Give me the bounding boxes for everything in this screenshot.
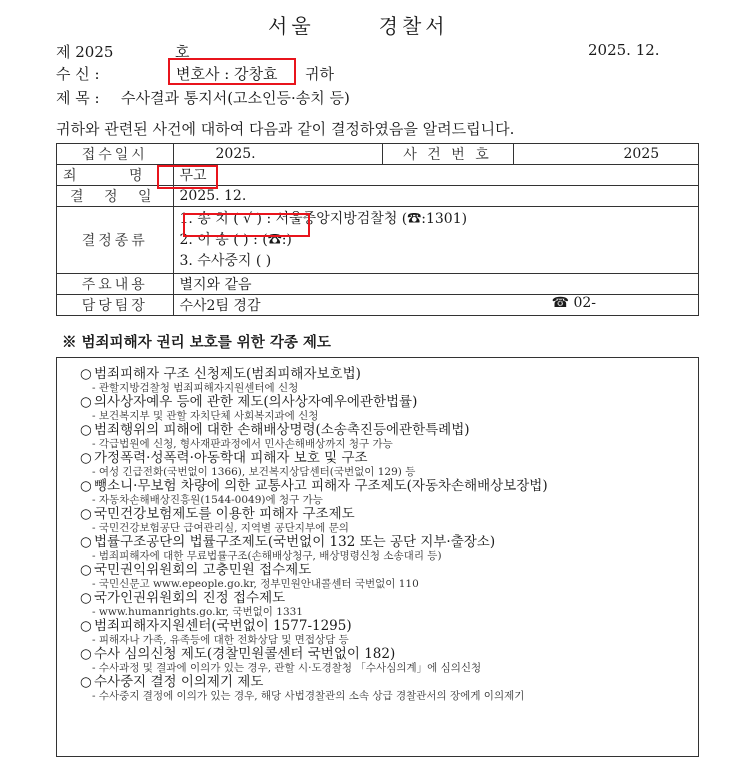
option1-text: 1. 송 치 ( √ ): [179, 210, 263, 227]
list-item-detail: - 수사과정 및 결과에 이의가 있는 경우, 관할 시·도경찰청 「수사심의계」에 심의신청: [92, 662, 482, 674]
list-item-title-text: 국가인권위원회의 진정 접수제도: [94, 590, 286, 606]
list-item-detail: - 국민신문고 www.epeople.go.kr, 정부민원안내콜센터 국번없이 110: [92, 578, 419, 590]
recipient-highlight-box: [168, 58, 296, 85]
table-row: [57, 295, 699, 316]
receipt-date-label: 접수일시: [57, 144, 174, 165]
officer-phone: ☎ 02-: [551, 295, 596, 311]
table-row: [57, 207, 699, 274]
list-item-title: [80, 423, 548, 438]
list-item: [80, 675, 548, 703]
list-item: [80, 647, 548, 675]
list-item-title-text: 범죄행위의 피해에 대한 손해배상명령(소송촉진등에관한특례법): [94, 422, 470, 438]
document-number: [56, 41, 113, 62]
circle-bullet-icon: ○: [80, 450, 92, 466]
office-name-right: 경찰서: [378, 14, 449, 38]
circle-bullet-icon: ○: [80, 366, 92, 382]
list-item-title: [80, 675, 548, 690]
document-number-suffix: 호: [175, 43, 190, 61]
list-item-title: [80, 367, 548, 382]
list-item: [80, 451, 548, 479]
officer-value: 수사2팀 경감: [179, 298, 261, 314]
recipient-suffix: 귀하: [305, 65, 334, 83]
recipient-value: 변호사 : 강창효: [176, 65, 278, 83]
officer-cell: [173, 295, 699, 316]
list-item-detail: - 자동차손해배상진흥원(1544-0049)에 청구 가능: [92, 494, 323, 506]
list-item: [80, 535, 548, 563]
recipient-label: 수 신 :: [56, 65, 100, 83]
circle-bullet-icon: ○: [80, 618, 92, 634]
decision-option-suspension: 3. 수사중지 ( ): [179, 252, 272, 269]
list-item-detail: - 관할지방검찰청 범죄피해자지원센터에 신청: [92, 382, 299, 394]
circle-bullet-icon: ○: [80, 590, 92, 606]
list-item: [80, 591, 548, 619]
list-item-title-text: 의사상자예우 등에 관한 제도(의사상자예우에관한법률): [94, 394, 418, 410]
decision-option-transfer: 2. 이 송 ( ) : (☎:): [179, 231, 292, 248]
list-item-detail: - 피해자나 가족, 유족등에 대한 전화상담 및 면접상담 등: [92, 634, 349, 646]
officer-label: 담당팀장: [57, 295, 174, 316]
list-item-detail: - www.humanrights.go.kr, 국번없이 1331: [92, 606, 303, 618]
list-item: [80, 507, 548, 535]
list-item-title-text: 국민권익위원회의 고충민원 접수제도: [94, 562, 312, 578]
list-item: [80, 395, 548, 423]
case-number-value: 2025: [513, 144, 699, 165]
decision-date-value: 2025. 12.: [173, 186, 699, 207]
decision-date-label: 결 정 일: [57, 186, 174, 207]
document-number-label: 제 2025: [56, 43, 114, 61]
list-item: [80, 367, 548, 395]
list-item-detail: - 각급법원에 신청, 형사재판과정에서 민사손해배상까지 청구 가능: [92, 438, 393, 450]
table-row: [57, 186, 699, 207]
list-item-title: [80, 395, 548, 410]
charge-highlight-box: [157, 165, 218, 189]
decision-type-label: 결정종류: [57, 207, 174, 274]
list-item-title-text: 국민건강보험제도를 이용한 피해자 구조제도: [94, 506, 355, 522]
list-item-title-text: 범죄피해자지원센터(국번없이 1577-1295): [94, 618, 352, 634]
decision-highlight-box: [183, 213, 310, 237]
circle-bullet-icon: ○: [80, 534, 92, 550]
list-item-title: [80, 563, 548, 578]
list-item-title: [80, 619, 548, 634]
circle-bullet-icon: ○: [80, 646, 92, 662]
list-item-detail: - 보건복지부 및 관할 자치단체 사회복지과에 신청: [92, 410, 319, 422]
circle-bullet-icon: ○: [80, 506, 92, 522]
list-item: [80, 563, 548, 591]
office-name-left: 서울: [268, 14, 315, 38]
list-item: [80, 423, 548, 451]
list-item-title-text: 가정폭력·성폭력·아동학대 피해자 보호 및 구조: [94, 450, 368, 466]
result-table: [56, 143, 699, 316]
table-row: [57, 274, 699, 295]
document-date: 2025. 12.: [588, 41, 660, 59]
list-item-detail: - 수사중지 결정에 이의가 있는 경우, 해당 사법경찰관의 소속 상급 경찰관서의 장에게 이의제기: [92, 690, 525, 702]
list-item-title-text: 법률구조공단의 법률구조제도(국번없이 132 또는 공단 지부·출장소): [94, 534, 496, 550]
table-row: [57, 165, 699, 186]
list-item: [80, 479, 548, 507]
circle-bullet-icon: ○: [80, 478, 92, 494]
list-item-title: [80, 479, 548, 494]
summary-value: 별지와 같음: [173, 274, 699, 295]
circle-bullet-icon: ○: [80, 394, 92, 410]
intro-text: 귀하와 관련된 사건에 대하여 다음과 같이 결정하였음을 알려드립니다.: [56, 120, 515, 138]
office-title: [268, 10, 449, 39]
summary-label: 주요내용: [57, 274, 174, 295]
list-item-detail: - 범죄피해자에 대한 무료법률구조(손해배상청구, 배상명령신청 소송대리 등): [92, 550, 442, 562]
rights-list: [80, 367, 548, 703]
subject-value: 수사결과 통지서(고소인등·송치 등): [121, 89, 350, 107]
list-item: [80, 619, 548, 647]
circle-bullet-icon: ○: [80, 674, 92, 690]
list-item-title: [80, 535, 548, 550]
list-item-title-text: 수사 심의신청 제도(경찰민원콜센터 국번없이 182): [94, 646, 396, 662]
charge-value: 무고: [173, 165, 699, 186]
list-item-title: [80, 451, 548, 466]
list-item-title-text: 범죄피해자 구조 신청제도(범죄피해자보호법): [94, 366, 361, 382]
charge-label: 죄 명: [57, 165, 174, 186]
option1-detail: : 서울중앙지방검찰청 (☎:1301): [266, 210, 468, 227]
list-item-title: [80, 647, 548, 662]
list-item-title: [80, 591, 548, 606]
list-item-detail: - 여성 긴급전화(국번없이 1366), 보건복지상담센터(국번없이 129) 등: [92, 466, 416, 478]
list-item-title: [80, 507, 548, 522]
list-item-detail: - 국민건강보험공단 급여관리실, 지역별 공단지부에 문의: [92, 522, 349, 534]
circle-bullet-icon: ○: [80, 422, 92, 438]
subject-label: 제 목 :: [56, 89, 100, 107]
receipt-date-value: 2025.: [173, 144, 382, 165]
case-number-label: 사 건 번 호: [382, 144, 513, 165]
notice-title: ※ 범죄피해자 권리 보호를 위한 각종 제도: [62, 334, 331, 351]
list-item-title-text: 뺑소니·무보험 차량에 의한 교통사고 피해자 구조제도(자동차손해배상보장법): [94, 478, 548, 494]
table-row: [57, 144, 699, 165]
circle-bullet-icon: ○: [80, 562, 92, 578]
list-item-title-text: 수사중지 결정 이의제기 제도: [94, 674, 264, 690]
